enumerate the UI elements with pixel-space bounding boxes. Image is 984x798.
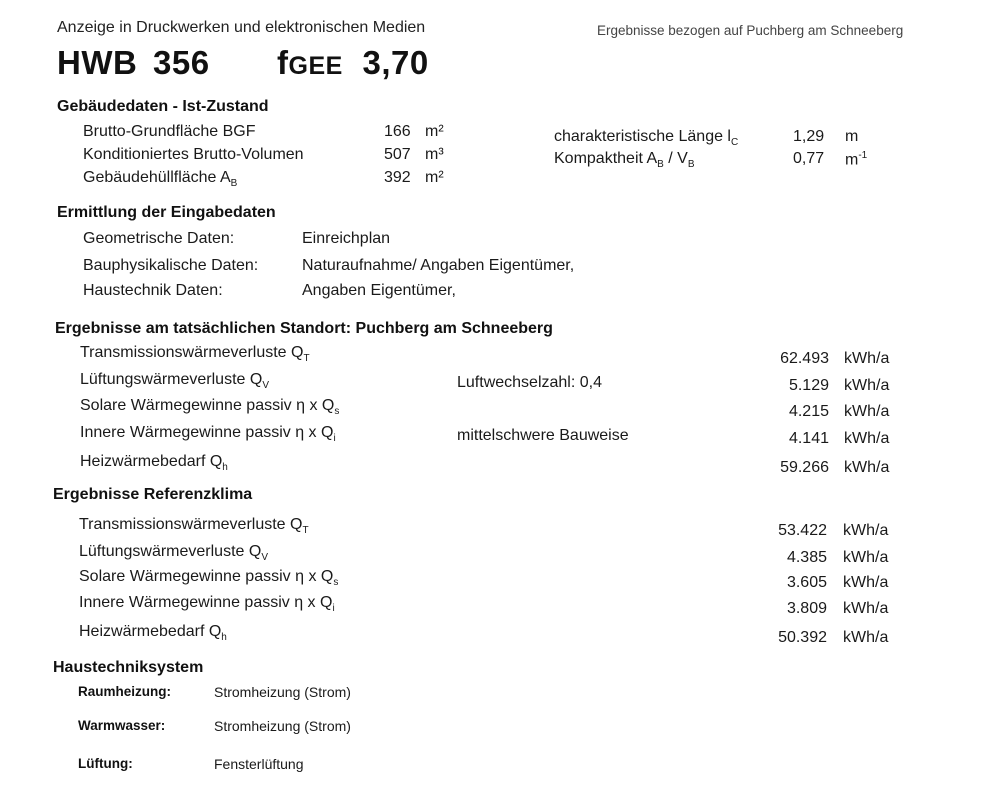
reference-result-value: 4.385 — [786, 549, 827, 566]
reference-result-label-text: Innere Wärmegewinne passiv η x $Q_i$ — [79, 594, 335, 615]
building-metric-label-text: Gebäudehüllfläche $A_B$ — [83, 169, 238, 190]
building-metric-value: 392 — [384, 169, 411, 186]
result-label-text: Innere Wärmegewinne passiv η x $Q_i$ — [80, 424, 336, 445]
result-label — [80, 453, 228, 473]
reference-result-unit: kWh/a — [843, 600, 889, 617]
input-source-value: Einreichplan — [302, 230, 391, 247]
reference-result-label-text: Transmissionswärmeverluste $Q_T$ — [79, 516, 309, 537]
reference-result-label-text: Heizwärmebedarf $Q_h$ — [79, 623, 227, 644]
building-metric-value: 507 — [384, 146, 411, 163]
section-title-gebaeudedaten: Gebäudedaten - Ist-Zustand — [57, 98, 269, 115]
result-unit: kWh/a — [844, 377, 890, 394]
input-source-label: Haustechnik Daten: — [83, 282, 223, 299]
result-value: 59.266 — [780, 459, 829, 476]
reference-result-value: 53.422 — [778, 522, 827, 539]
reference-result-value: 50.392 — [778, 629, 827, 646]
building-geometry-label: charakteristische Länge $l_C$ — [554, 128, 739, 149]
result-unit: kWh/a — [844, 350, 890, 367]
result-label — [80, 371, 269, 391]
building-services-label: Raumheizung: — [78, 684, 171, 699]
building-services-value: Stromheizung (Strom) — [214, 718, 351, 734]
result-value: 5.129 — [788, 377, 829, 394]
result-label-text: Transmissionswärmeverluste $Q_T$ — [80, 344, 310, 365]
result-value: 4.141 — [788, 430, 829, 447]
fgee-value: 3,70 — [362, 44, 429, 81]
building-metric-label-text: Brutto-Grundfläche BGF — [83, 123, 256, 140]
result-note: Luftwechselzahl: 0,4 — [457, 374, 602, 391]
input-source-value: Naturaufnahme/ Angaben Eigentümer, — [302, 257, 575, 274]
building-metric-value: 166 — [384, 123, 411, 140]
result-label-text: Solare Wärmegewinne passiv η x $Q_s$ — [80, 397, 340, 418]
hwb-indicator — [57, 44, 210, 82]
result-label — [80, 424, 336, 444]
building-geometry-value: 1,29 — [793, 128, 825, 145]
section-title-standort: Ergebnisse am tatsächlichen Standort: Puchberg am Schneeberg — [55, 320, 553, 337]
result-unit: kWh/a — [844, 403, 890, 420]
input-source-label: Bauphysikalische Daten: — [83, 257, 259, 274]
hwb-label: HWB — [57, 44, 138, 81]
section-title-eingabedaten: Ermittlung der Eingabedaten — [57, 204, 276, 221]
building-metric-label — [83, 123, 256, 141]
building-geometry-unit: $m^{-1}$ — [845, 150, 868, 169]
building-services-value: Fensterlüftung — [214, 756, 304, 772]
building-geometry-unit: m — [845, 128, 859, 145]
header-caption: Anzeige in Druckwerken und elektronischen Medien — [57, 19, 426, 36]
result-value: 62.493 — [780, 350, 829, 367]
section-title-referenzklima: Ergebnisse Referenzklima — [53, 486, 253, 503]
hwb-value: 356 — [152, 44, 210, 81]
reference-result-unit: kWh/a — [843, 549, 889, 566]
building-services-value: Stromheizung (Strom) — [214, 684, 351, 700]
result-note: mittelschwere Bauweise — [457, 427, 629, 444]
building-metric-unit: m² — [425, 169, 444, 186]
reference-result-label — [79, 568, 338, 588]
reference-result-value: 3.605 — [786, 574, 827, 591]
building-metric-unit: m³ — [425, 146, 444, 163]
building-geometry-value: 0,77 — [793, 150, 825, 167]
result-label-text: Heizwärmebedarf $Q_h$ — [80, 453, 228, 474]
building-metric-label — [83, 146, 304, 164]
building-metric-label — [83, 169, 237, 189]
input-source-label: Geometrische Daten: — [83, 230, 235, 247]
result-unit: kWh/a — [844, 459, 890, 476]
result-unit: kWh/a — [844, 430, 890, 447]
reference-result-label-text: Lüftungswärmeverluste $Q_V$ — [79, 543, 268, 564]
reference-result-unit: kWh/a — [843, 574, 889, 591]
reference-result-label — [79, 594, 335, 614]
reference-result-unit: kWh/a — [843, 522, 889, 539]
reference-result-label — [79, 623, 227, 643]
result-label — [80, 344, 310, 364]
reference-result-label-text: Solare Wärmegewinne passiv η x $Q_s$ — [79, 568, 339, 589]
building-services-label: Lüftung: — [78, 756, 133, 771]
fgee-label: fGEE — [277, 44, 343, 81]
section-title-haustechnik: Haustechniksystem — [53, 659, 204, 676]
input-source-value: Angaben Eigentümer, — [302, 282, 456, 299]
building-metric-label-text: Konditioniertes Brutto-Volumen — [83, 146, 304, 163]
reference-result-label — [79, 516, 309, 536]
reference-result-value: 3.809 — [786, 600, 827, 617]
building-geometry-label: Kompaktheit $A_B / V_B$ — [554, 150, 695, 171]
reference-result-label — [79, 543, 268, 563]
building-metric-unit: m² — [425, 123, 444, 140]
building-services-label: Warmwasser: — [78, 718, 166, 733]
result-label — [80, 397, 339, 417]
header-location-note: Ergebnisse bezogen auf Puchberg am Schneeberg — [597, 23, 904, 38]
reference-result-unit: kWh/a — [843, 629, 889, 646]
fgee-indicator — [277, 44, 429, 82]
result-label-text: Lüftungswärmeverluste $Q_V$ — [80, 371, 269, 392]
result-value: 4.215 — [788, 403, 829, 420]
